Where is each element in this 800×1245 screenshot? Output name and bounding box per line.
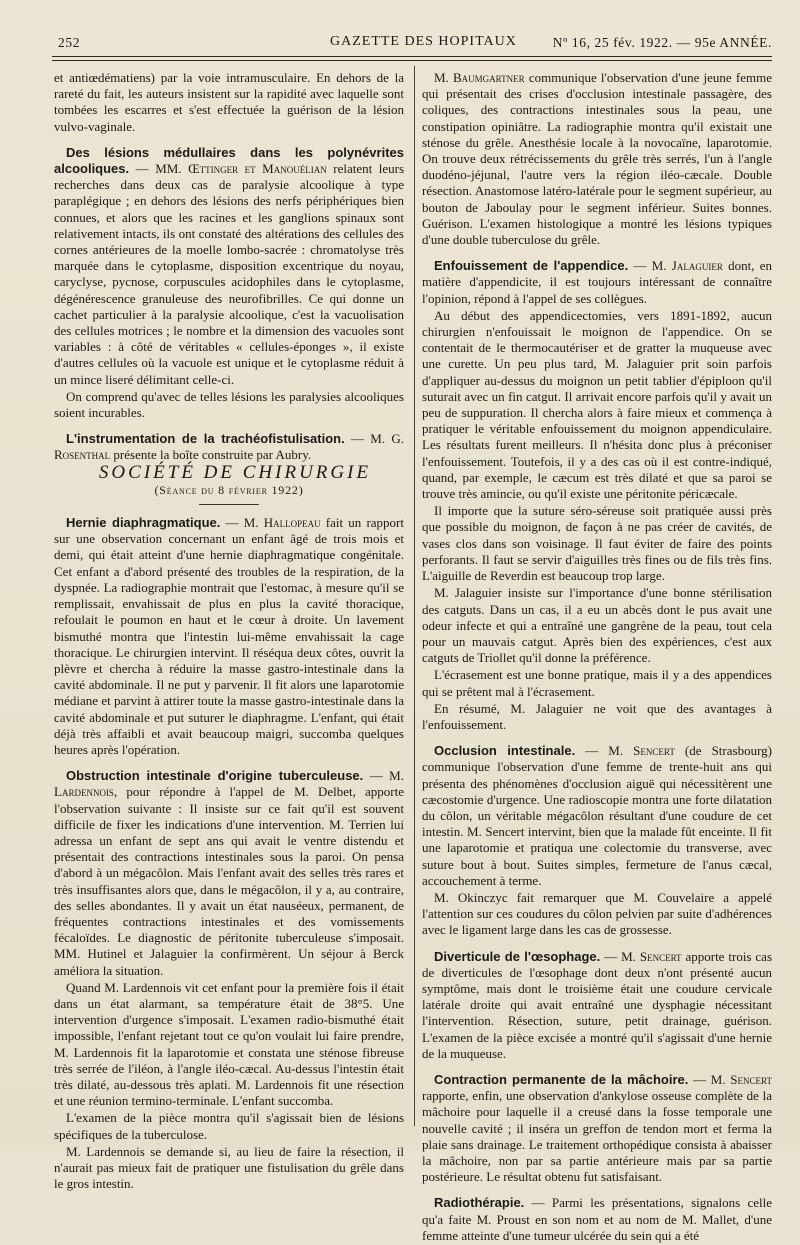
article-text: rapporte, enfin, une observation d'ankylose osseuse complète de la mâchoire pour laquelle il a creusé dans la fosse temporale une nouvelle cavité ; il inséra un greffon de tendon mort et ferma la plaie sans drainage. Le traitement orthopédique consista à abaisser la mâchoire, non par sa partie antérieure mais par sa partie postérieure. Le résultat obtenu fut satisfaisant. [422,1088,772,1185]
article-text: présente la boîte construite par Aubry. [110,447,312,463]
paragraph: M. Okinczyc fait remarquer que M. Couvelaire a appelé l'attention sur ces coudures du côlon pelvien par suite d'adhérences avec le ligament large dans les cas de grossesse. [422,889,772,938]
article-enfouissement [422,258,772,307]
article-text: relatent leurs recherches dans deux cas de paralysie alcoolique à type paraplégique ; en dehors des lésions des nerfs périphériques bien connues, et alors que les racines et les ganglions spinaux sont relativement intacts, ils ont constaté des altérations des cellules des cornes antérieures de la moelle lombo-sacrée : chromatolyse très marquée dans le cytoplasme, disposition excentrique du noyau, caryclyse, pycnose, corpuscules acidophiles dans le cytoplasme, dégénérescence granuleuse des neurofibrilles. Ce qui donne un cachet particulier à la paralysie alcoolique, c'est la vacuolisation des cellules motrices ; le nombre et la dimension des vacuoles sont variables : à côté de véritables « cellules-éponges », il existe d'autres cellules où la vacuole est unique et le cytoplasme réduit à un mince liseré délimitant celle-ci. [54,161,405,387]
paragraph: En résumé, M. Jalaguier ne voit que des avantages à l'enfouissement. [422,700,772,732]
article-baumgartner [422,70,772,248]
article-heading: Hernie diaphragmatique. [66,515,221,531]
page-header [58,32,772,54]
header-rule [52,56,772,57]
author-names: — M. Sencert [575,743,675,759]
right-column [422,70,772,1245]
paragraph: M. Lardennois se demande si, au lieu de faire la résection, il n'aurait pas mieux fait de pratiquer une fistulisation du grêle dans le gros intestin. [54,1143,404,1192]
author-names: — MM. Œttinger et Manouélian [135,161,327,177]
section-title: SOCIÉTÉ DE CHIRURGIE [98,461,372,483]
article-heading: Des lésions médullaires dans les polynévrites alcooliques. [54,144,404,177]
article-heading: Occlusion intestinale. [434,743,576,759]
article-text: communique l'observation d'une jeune femme qui présentait des crises d'occlusion intestinale passagère, des coliques, des contractions intestinales sous la peau, une constipation opiniâtre. La radiographie montra qu'il existait une sténose du grêle. Anesthésie locale à la novocaïne, laparotomie. On trouve deux rétrécissements du grêle très serrés, l'un à l'angle duodéno-jéjunal, l'autre vers la région iléo-cæcale. Double résection. Anastomose latéro-latérale pour le segment supérieur, au bouton de Jaboulay pour le segment inférieur. Suites bonnes. Guérison. L'examen histologique a montré les lésions typiques d'une double tuberculose du grêle. [422,70,772,248]
header-rule-thin [52,60,772,61]
article-heading: L'instrumentation de la trachéofistulisation. [66,431,345,447]
article-radiotherapie [422,1195,772,1244]
article-diverticule [422,949,772,1062]
article-obstruction [54,768,404,979]
left-column [54,70,404,1193]
article-text: (de Strasbourg) communique l'observation d'une femme de trente-huit ans qui présenta des phénomènes d'occlusion aiguë qui nécessitèrent une cæcostomie d'urgence. Une radioscopie montra une forte dilatation du côlon, un véritable mégacôlon résultant d'une coudure de cet intestin. M. Sencert intervint, bien que la malade fût enceinte. Il fit une laparotomie et pratiqua une colectomie du transverse, avec suture bout à bout. Suites simples, fermeture de l'anus cæcal, accouchement à terme. [422,743,772,888]
section-rule [199,504,259,505]
author-names: — M. Hallopeau [220,515,321,531]
article-heading: Enfouissement de l'appendice. [434,258,629,274]
paragraph: L'écrasement est une bonne pratique, mais il y a des appendices qui se prêtent mal à l'écrasement. [422,667,772,699]
paragraph: M. Jalaguier insiste sur l'importance d'une bonne stérilisation des catguts. Dans un cas, il a eu un abcès dont le pus avait une odeur infecte et qui a entraîné une gangrène de la peau, tout cela pour un mauvais catgut. Après bien des expériences, c'est aux catguts de Triollet qu'il donne la préférence. [422,585,772,666]
article-hernie [54,515,404,758]
issue-info: Nº 16, 25 fév. 1922. — 95e ANNÉE. [552,35,772,50]
article-text: dont, en matière d'appendicite, il est toujours intéressant de connaître l'opinion, répond à l'appel de ses collègues. [422,258,772,306]
article-lesions [54,145,404,388]
article-contraction [422,1072,772,1185]
page-number: 252 [58,35,81,50]
article-text: fait un rapport sur une observation concernant un enfant âgé de trois mois et demi, qui était atteint d'une hernie diaphragmatique congénitale. Cet enfant a d'abord présenté des troubles de la respiration, de la dyspnée. La radiographie montrait que l'estomac, à mesure qu'il se remplissait, envahissait de plus en plus la cavité thoracique, refoulait le poumon en haut et le cœur à droite. Un lavement bismuthé montra que l'intestin lui-même envahissait la cage thoracique. Le chirurgien intervint. Il réséqua deux côtes, ouvrit la plèvre et chercha à réduire la masse gastro-intestinale dans la cavité abdominale. Il ne put y parvenir. Il fit alors une laparotomie médiane et parvint à attirer toute la masse gastro-intestinale dans la cavité abdominale et put suturer le diaphragme. L'enfant, qui était déjà très affaibli et avait beaucoup maigri, succomba quelques heures après l'opération. [54,515,404,757]
article-occlusion [422,743,772,889]
paragraph: On comprend qu'avec de telles lésions les paralysies alcooliques soient incurables. [54,388,404,421]
author-names: — M. Sencert [688,1071,772,1087]
article-instrumentation [54,431,404,463]
article-text: — Parmi les présentations, signalons celle qu'a faite M. Proust en son nom et au nom de M. Mallet, d'une femme atteinte d'une tumeur ulcérée du sein qui a été [422,1195,772,1243]
author-names: — M. Lardennois, [54,768,404,800]
author-names: M. Baumgartner [434,70,525,85]
article-text: pour répondre à l'appel de M. Delbet, apporte l'observation suivante : Il insiste sur ce fait qu'il est souvent difficile de fixer les indications d'une intervention. M. Terrien lui adressa un enfant de sept ans qui avait le ventre distendu et présentait des contractions intestinales sous la paroi. On pensa d'abord à un mégacôlon. Mais l'enfant avait des selles très rares et très insuffisantes alors que, dans le mégacôlon, il y a, au contraire, des selles abondantes. Il y avait un état nauséeux, permanent, de fréquentes contractions intestinales et des vomissements fécaloïdes. Le diagnostic de péritonite tuberculeuse s'imposait. MM. Hutinel et Jalaguier la confirmèrent. Un séjour à Berck améliora la situation. [54,784,404,978]
article-heading: Obstruction intestinale d'origine tuberculeuse. [66,768,364,784]
section-date: (Séance du 8 février 1922) [154,482,304,497]
article-heading: Radiothérapie. [434,1195,525,1211]
paragraph: Quand M. Lardennois vit cet enfant pour la première fois il était dans un état alarmant, sa température était de 38°5. Une intervention d'urgence s'imposait. L'examen radio-bismuthé était impossible, l'enfant rejetant tout ce qu'on voulait lui faire prendre, M. Lardennois fit la laparotomie et constata une sténose fibreuse très serrée de l'iléon, à l'angle iléo-cæcal. Au-dessus l'intestin était très dilaté, au-dessous très aplati. M. Lardennois fit une résection et une réunion termino-terminale. L'enfant succomba. [54,979,404,1109]
author-names: — M. Jalaguier [628,258,723,274]
article-text: apporte trois cas de diverticules de l'œsophage dont deux n'ont présenté aucun symptôme, mais dont le troisième était une coudure cervicale latérale droite qui avait entraîné une dysphagie nécessitant l'intervention. Résection, suture, petit drainage, guérison. L'examen de la pièce excisée a montré qu'il s'agissait d'une hernie de la muqueuse. [422,948,773,1061]
paragraph: L'examen de la pièce montra qu'il s'agissait bien de lésions spécifiques de la tuberculose. [54,1110,404,1142]
paragraph: Il importe que la suture séro-séreuse soit pratiquée aussi près que possible du moignon, de façon à ne pas créer de cavités, de vases clos dans son voisinage. Il faut éviter de faire des points perforants. Il faut se servir d'aiguilles très fines ou de fils très fins. L'aiguille de Reverdin est beaucoup trop large. [422,503,772,584]
journal-title: GAZETTE DES HOPITAUX [330,34,517,49]
column-divider [414,66,415,1126]
author-names: — M. G. Rosenthal [54,431,405,463]
author-names: — M. Sencert [600,948,682,964]
paragraph: et antiœdématiens) par la voie intramusculaire. En dehors de la rareté du fait, les auteurs insistent sur la rapidité avec laquelle sont tombées les escarres et s'est effectuée la guérison de la lésion vulvo-vaginale. [54,70,404,134]
article-heading: Diverticule de l'œsophage. [434,948,601,964]
article-heading: Contraction permanente de la mâchoire. [434,1071,689,1087]
paragraph: Au début des appendicectomies, vers 1891-1892, aucun chirurgien n'enfouissait le moignon de l'appendice. On se contentait de le thermocautériser et de gratter la muqueuse avec une curette. Un peu plus tard, M. Jalaguier prit soin parfois d'appliquer au-dessus du moignon un petit tablier d'épiploon qu'il suturait avec un fin catgut. Il arrivait encore parfois qu'il y avait un peu de suppuration. Il chercha alors à faire mieux et commença à pratiquer le véritable enfouissement du moignon appendiculaire. Les résultats furent meilleurs. Il n'hésita donc plus à préconiser l'enfouissement. Toutefois, il y a des cas où il est contre-indiqué, quand, par exemple, le cæcum est très dilaté et que sa paroi se trouve très amincie, ou qu'il existe une péritonite péricæcale. [422,307,772,502]
